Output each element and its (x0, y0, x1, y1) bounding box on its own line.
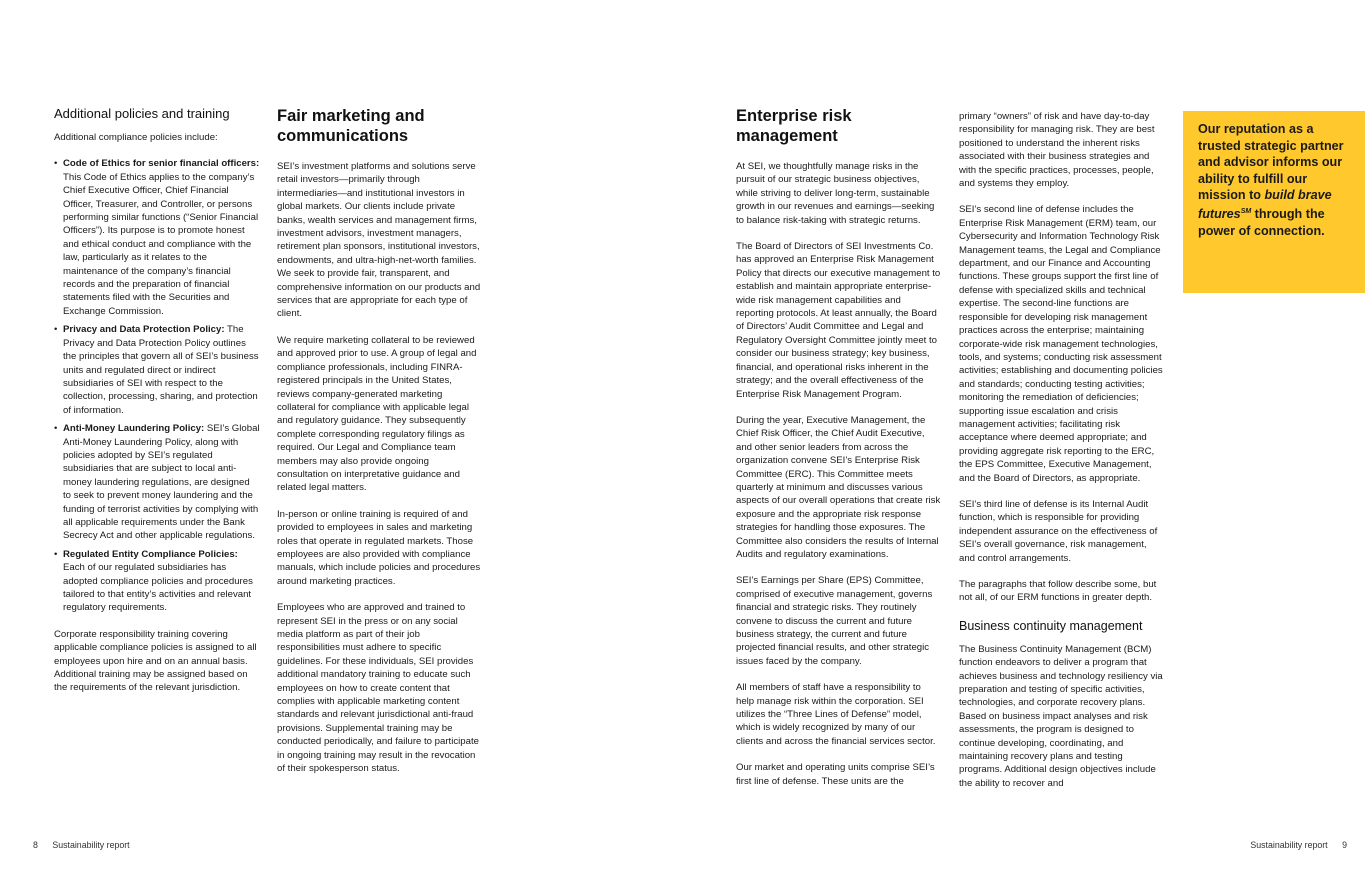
footer-title-left: Sustainability report (52, 840, 130, 850)
footer-title-right: Sustainability report (1250, 840, 1328, 850)
paragraph: Our market and operating units comprise SEI’s first line of defense. These units are the (736, 762, 935, 787)
paragraph: The Board of Directors of SEI Investments Co. has approved an Enterprise Risk Management Policy that directs our executive management to establish and maintain appropriate enterprise-wide risk management capabilities and reporting protocols. At least annually, the Board of Directors’ Audit Committee and Legal and Regulatory Oversight Committee jointly meet to consider our business strategy; key business, financial, and operational risks inherent in the strategy; and the overall effectiveness of the Enterprise Risk Management Program. (736, 241, 941, 400)
callout-emphasis: build brave futures (1198, 188, 1332, 222)
paragraph: In-person or online training is required of and provided to employees in sales and marketing roles that operate in regulated markets. Those employees are also provided with compliance manuals, which include policies and procedures around marketing practices. (277, 508, 481, 587)
paragraph: SEI’s second line of defense includes the Enterprise Risk Management (ERM) team, our Cybersecurity and Information Technology Risk Management teams, the Legal and Compliance department, and our Finance and Accounting functions. These groups support the first line of defense with specialized skills and technical expertise. The second-line functions are responsible for developing risk management practices across the enterprise; maintaining corporate-wide risk management technologies, tools, and systems; conducting risk assessment activities; establishing and documenting policies and standards; conducting testing activities; monitoring the remediation of deficiencies; supporting issue escalation and crisis management activities; facilitating risk acceptance where deemed appropriate; and providing aggregate risk reporting to the ERC, the EPS Committee, Executive Management, and the Board of Directors, as appropriate. (959, 204, 1163, 484)
paragraph: SEI’s Earnings per Share (EPS) Committee, comprised of executive management, governs financial and strategic risks. They routinely convene to discuss the current and future business strategy, the current and future projected financial results, and other strategic issues faced by the company. (736, 575, 933, 667)
training-paragraph: Corporate responsibility training covering applicable compliance policies is assigned to all employees upon hire and on an annual basis. Additional training may be assigned based on the requirements of the relevant jurisdiction. (54, 628, 257, 694)
business-continuity-heading: Business continuity management (959, 618, 1143, 633)
paragraph: We require marketing collateral to be reviewed and approved prior to use. A group of legal and compliance professionals, including FINRA-registered principals in the United States, reviews company-generated marketing collateral for compliance with applicable legal and regulatory guidance. They subsequently complete corresponding regulatory filings as required. Our Legal and Compliance team members may also provide ongoing consultation on interpretative guidance and related legal matters. (277, 334, 477, 494)
list-item-text: This Code of Ethics applies to the company’s Chief Executive Officer, Chief Financial Officer, Treasurer, and Controller, or persons performing similar functions (“Senior Financial Officers”). Its purpose is to promote honest and ethical conduct and compliance with the law, particularly as it relates to the maintenance of the company’s financial records and the preparation of financial statements filed with the Securities and Exchange Commission. (63, 171, 259, 317)
paragraph: primary “owners” of risk and have day-to-day responsibility for managing risk. They are best positioned to understand the inherent risks associated with their business strategies and with the specific practices, processes, people, and systems they employ. (959, 111, 1155, 190)
footer-right (1250, 840, 1347, 850)
service-mark: SM (1240, 207, 1252, 215)
paragraph: SEI’s investment platforms and solutions serve retail investors—primarily through intermediaries—and institutional investors in global markets. Our clients include private banks, wealth services and management firms, investment advisors, investment managers, retirement plan sponsors, institutional investors, endowments, and ultra-high-net-worth families. We seek to provide fair, transparent, and comprehensive information on our products and services that are appropriate for each type of client. (277, 161, 481, 320)
paragraph: At SEI, we thoughtfully manage risks in the pursuit of our strategic business objectives, while striving to deliver long-term, sustainable growth in our revenues and earnings—seeking to balance risk-taking with strategic returns. (736, 161, 935, 226)
list-item (54, 548, 260, 615)
paragraph: All members of staff have a responsibility to help manage risk within the corporation. SEI utilizes the “Three Lines of Defense” model, which is widely recognized by many of our clients and across the financial services sector. (736, 682, 936, 747)
list-item (54, 422, 260, 543)
paragraph: During the year, Executive Management, the Chief Risk Officer, the Chief Audit Executive, and other senior leaders from across the organization convene SEI’s Enterprise Risk Committee (ERC). This Committee meets quarterly at minimum and discusses various aspects of our overall operations that create risk exposure and the appropriate risk response strategies for handling those exposures. The Committee also considers the results of Internal Audits and regulatory examinations. (736, 414, 941, 560)
paragraph: The paragraphs that follow describe some, but not all, of our ERM functions in greater depth. (959, 579, 1157, 604)
page-number-right: 9 (1342, 840, 1347, 850)
footer-left (33, 840, 130, 850)
reputation-callout (1183, 111, 1365, 293)
paragraph: Employees who are approved and trained to represent SEI in the press or on any social media platform as part of their job responsibilities must adhere to specific guidelines. For these individuals, SEI provides additional mandatory training to educate such employees on how to create content that complies with applicable marketing content standards and relevant jurisdictional anti-fraud provisions. Supplemental training may be conducted periodically, and failure to participate in ongoing training may result in the revocation of their spokesperson status. (277, 602, 479, 775)
enterprise-risk-column (736, 106, 941, 801)
callout-text-after: through the power of connection. (1198, 207, 1325, 238)
additional-policies-column (54, 106, 260, 708)
fair-marketing-heading: Fair marketing and communications (277, 107, 425, 145)
list-item-title: Code of Ethics for senior financial officers: (63, 158, 260, 170)
callout-quote (1198, 121, 1358, 239)
callout-text-before: Our reputation as a trusted strategic partner and advisor informs our ability to fulfill our mission to (1198, 122, 1344, 203)
list-item-title: Anti-Money Laundering Policy: (63, 423, 205, 435)
fair-marketing-column (277, 106, 482, 788)
list-item-text: Each of our regulated subsidiaries has adopted compliance policies and procedures tailored to that entity’s activities and relevant regulatory requirements. (63, 562, 253, 614)
list-item-title: Regulated Entity Compliance Policies: (63, 548, 238, 560)
business-continuity-paragraph: The Business Continuity Management (BCM) function endeavors to deliver a program that achieves business and technology resiliency via preparation and testing of specific activities, technologies, and corporate recovery plans. Based on business impact analyses and risk assessments, the program is designed to continue developing, coordinating, and maintaining recovery plans and testing programs. Additional design objectives include the ability to recover and (959, 643, 1163, 789)
additional-policies-heading: Additional policies and training (54, 106, 230, 121)
additional-policies-intro: Additional compliance policies include: (54, 132, 218, 143)
enterprise-risk-heading: Enterprise risk management (736, 107, 852, 145)
paragraph: SEI’s third line of defense is its Internal Audit function, which is responsible for providing independent assurance on the effectiveness of SEI’s overall governance, risk management, and control arrangements. (959, 498, 1158, 564)
risk-continued-column (959, 110, 1164, 803)
policies-list (54, 157, 260, 614)
list-item (54, 157, 260, 318)
list-item-text: The Privacy and Data Protection Policy outlines the principles that govern all of SEI’s business units and regulated direct or indirect subsidiaries of SEI with respect to the collection, processing, sharing, and protection of information. (63, 324, 259, 416)
page-number-left: 8 (33, 840, 38, 850)
list-item (54, 323, 260, 417)
list-item-text: SEI’s Global Anti-Money Laundering Policy, along with policies adopted by SEI’s regulated subsidiaries that are subject to local anti-money laundering regulations, are designed to seek to prevent money laundering and the funding of terrorist activities by complying with all applicable requirements under the Bank Secrecy Act and other applicable regulations. (63, 423, 260, 542)
list-item-title: Privacy and Data Protection Policy: (63, 324, 225, 336)
